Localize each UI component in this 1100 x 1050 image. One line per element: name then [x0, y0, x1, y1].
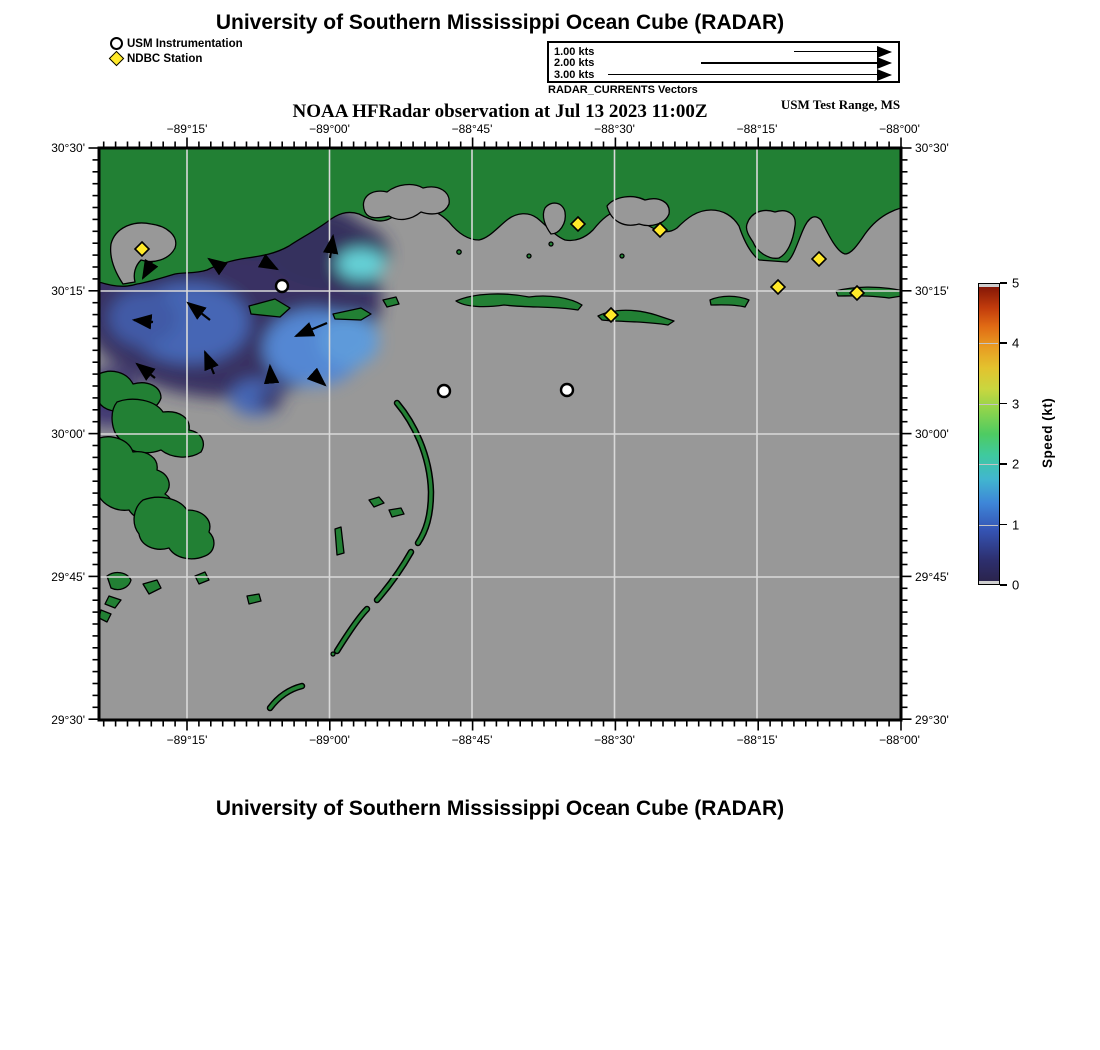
legend-usm-label: USM Instrumentation: [127, 37, 243, 50]
vector-scale-row: 2.00 kts: [549, 57, 898, 69]
page-title: University of Southern Mississippi Ocean Cube (RADAR): [215, 11, 785, 34]
svg-text:30°30': 30°30': [51, 141, 85, 155]
range-label: USM Test Range, MS: [780, 97, 901, 112]
svg-text:−88°30': −88°30': [594, 733, 635, 747]
legend-item-ndbc: [110, 51, 243, 66]
usm-station-marker: [561, 384, 573, 396]
vector-scale-row: 1.00 kts: [549, 46, 898, 58]
svg-text:−89°15': −89°15': [166, 122, 208, 136]
svg-text:−88°30': −88°30': [594, 122, 635, 136]
svg-text:−89°00': −89°00': [309, 122, 350, 136]
svg-text:−88°15': −88°15': [736, 733, 778, 747]
observation-subtitle: NOAA HFRadar observation at Jul 13 2023 11:00Z: [292, 101, 708, 122]
svg-text:−89°15': −89°15': [166, 733, 208, 747]
svg-text:30°00': 30°00': [51, 427, 85, 441]
colorbar-tick-label: 0: [1012, 577, 1020, 593]
svg-text:29°30': 29°30': [915, 713, 949, 727]
svg-text:29°45': 29°45': [915, 570, 949, 584]
colorbar-tick-label: 4: [1012, 335, 1020, 351]
vector-scale-row: 3.00 kts: [549, 69, 898, 81]
svg-text:−88°00': −88°00': [879, 122, 920, 136]
colorbar-tick-label: 3: [1012, 396, 1020, 412]
ndbc-diamond-icon: [109, 51, 125, 67]
island-petit-bois: [710, 296, 749, 307]
colorbar-tick-label: 5: [1012, 275, 1020, 291]
svg-text:−88°15': −88°15': [736, 122, 778, 136]
vector-scale-box: [547, 41, 900, 83]
usm-station-marker: [276, 280, 288, 292]
map-legend: [110, 36, 243, 66]
svg-text:−88°45': −88°45': [451, 733, 493, 747]
svg-text:29°45': 29°45': [51, 570, 85, 584]
map-plot-area: [51, 122, 949, 747]
usm-circle-icon: [110, 37, 123, 50]
bay-pascagoula: [607, 197, 669, 226]
island-dauphin: [836, 287, 902, 298]
svg-text:−88°00': −88°00': [879, 733, 920, 747]
colorbar-tick-label: 1: [1012, 517, 1020, 533]
svg-text:29°30': 29°30': [51, 713, 85, 727]
bottom-title: University of Southern Mississippi Ocean Cube (RADAR): [215, 797, 785, 820]
svg-text:30°15': 30°15': [915, 284, 949, 298]
vector-scale-caption: RADAR_CURRENTS Vectors: [548, 84, 698, 96]
colorbar-tick-label: 2: [1012, 456, 1020, 472]
svg-text:30°00': 30°00': [915, 427, 949, 441]
svg-text:30°15': 30°15': [51, 284, 85, 298]
colorbar-title: Speed (kt): [1040, 397, 1055, 469]
svg-text:−89°00': −89°00': [309, 733, 350, 747]
svg-text:−88°45': −88°45': [451, 122, 493, 136]
svg-text:30°30': 30°30': [915, 141, 949, 155]
legend-ndbc-label: NDBC Station: [127, 52, 203, 65]
usm-station-marker: [438, 385, 450, 397]
speed-colorbar: [978, 283, 1000, 585]
legend-item-usm: [110, 36, 243, 51]
